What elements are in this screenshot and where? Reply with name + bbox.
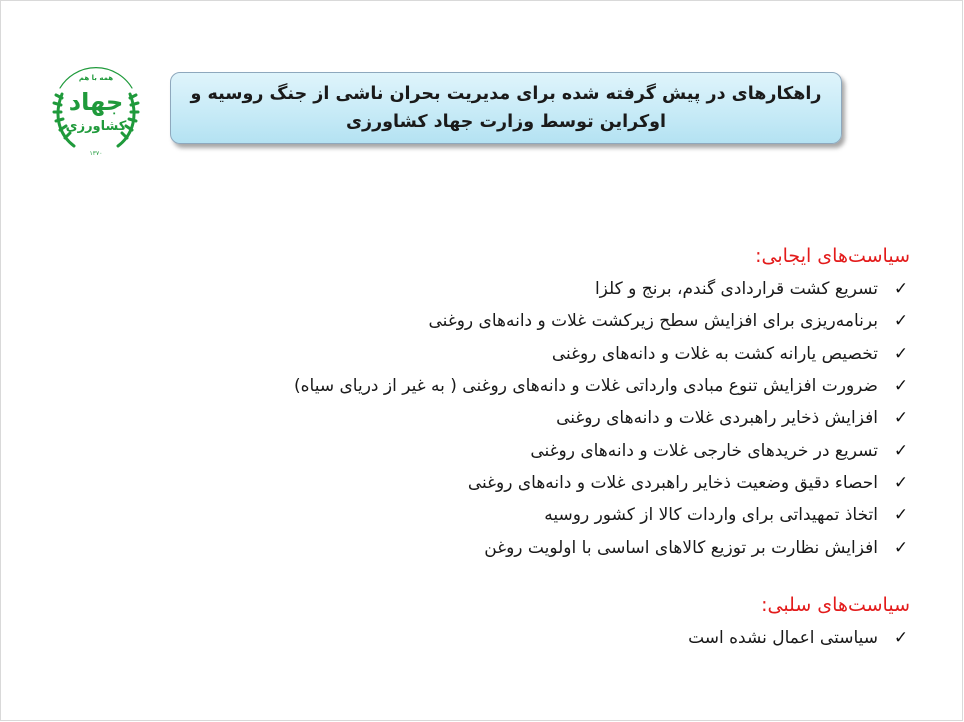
check-mark-icon: ✓ bbox=[893, 311, 909, 332]
list-item bbox=[134, 338, 914, 370]
list-item bbox=[134, 370, 914, 402]
check-mark-icon: ✓ bbox=[893, 376, 909, 397]
list-item-text: افزایش ذخایر راهبردی غلات و دانه‌های روغنی bbox=[556, 408, 878, 429]
positive-policies-heading: سیاست‌های ایجابی: bbox=[755, 245, 910, 267]
list-item bbox=[134, 467, 914, 499]
list-item-text: افزایش نظارت بر توزیع کالاهای اساسی با اولویت روغن bbox=[484, 537, 878, 558]
check-mark-icon: ✓ bbox=[893, 440, 909, 461]
jahad-keshavarzi-logo bbox=[44, 58, 148, 162]
logo-year: ۱۳۷۰ bbox=[89, 150, 103, 157]
list-item bbox=[134, 305, 914, 337]
check-mark-icon: ✓ bbox=[893, 505, 909, 526]
check-mark-icon: ✓ bbox=[893, 537, 909, 558]
negative-policies-list bbox=[134, 622, 914, 654]
list-item-text: برنامه‌ریزی برای افزایش سطح زیرکشت غلات و دانه‌های روغنی bbox=[428, 311, 878, 332]
list-item bbox=[134, 434, 914, 466]
title-box bbox=[170, 72, 842, 144]
list-item bbox=[134, 622, 914, 654]
logo-main-text: جهاد bbox=[68, 88, 124, 116]
list-item bbox=[134, 531, 914, 563]
check-mark-icon: ✓ bbox=[893, 279, 909, 300]
list-item-text: ضرورت افزایش تنوع مبادی وارداتی غلات و دانه‌های روغنی ( به غیر از دریای سیاه) bbox=[293, 376, 878, 397]
list-item bbox=[134, 273, 914, 305]
list-item-text: تسریع در خریدهای خارجی غلات و دانه‌های روغنی bbox=[530, 440, 878, 461]
list-item-text: احصاء دقیق وضعیت ذخایر راهبردی غلات و دانه‌های روغنی bbox=[467, 472, 878, 493]
check-mark-icon: ✓ bbox=[893, 627, 909, 648]
policies-content bbox=[134, 243, 914, 654]
check-mark-icon: ✓ bbox=[893, 408, 909, 429]
check-mark-icon: ✓ bbox=[893, 343, 909, 364]
slide-title: راهکارهای در پیش گرفته شده برای مدیریت بحران ناشی از جنگ روسیه و اوکراین توسط وزارت جهاد کشاورزی bbox=[190, 84, 822, 132]
check-mark-icon: ✓ bbox=[893, 472, 909, 493]
list-item-text: تسریع کشت قراردادی گندم، برنج و کلزا bbox=[594, 279, 878, 300]
list-item-text: تخصیص یارانه کشت به غلات و دانه‌های روغنی bbox=[551, 343, 878, 364]
logo-top-text: همه با هم bbox=[78, 74, 114, 82]
list-item-text: اتخاذ تمهیداتی برای واردات کالا از کشور روسیه bbox=[544, 505, 878, 526]
positive-policies-list bbox=[134, 273, 914, 564]
negative-policies-heading: سیاست‌های سلبی: bbox=[761, 593, 910, 616]
list-item bbox=[134, 499, 914, 531]
list-item-text: سیاستی اعمال نشده است bbox=[688, 627, 878, 648]
logo-sub-text: کشاورزی bbox=[65, 119, 127, 134]
list-item bbox=[134, 402, 914, 434]
